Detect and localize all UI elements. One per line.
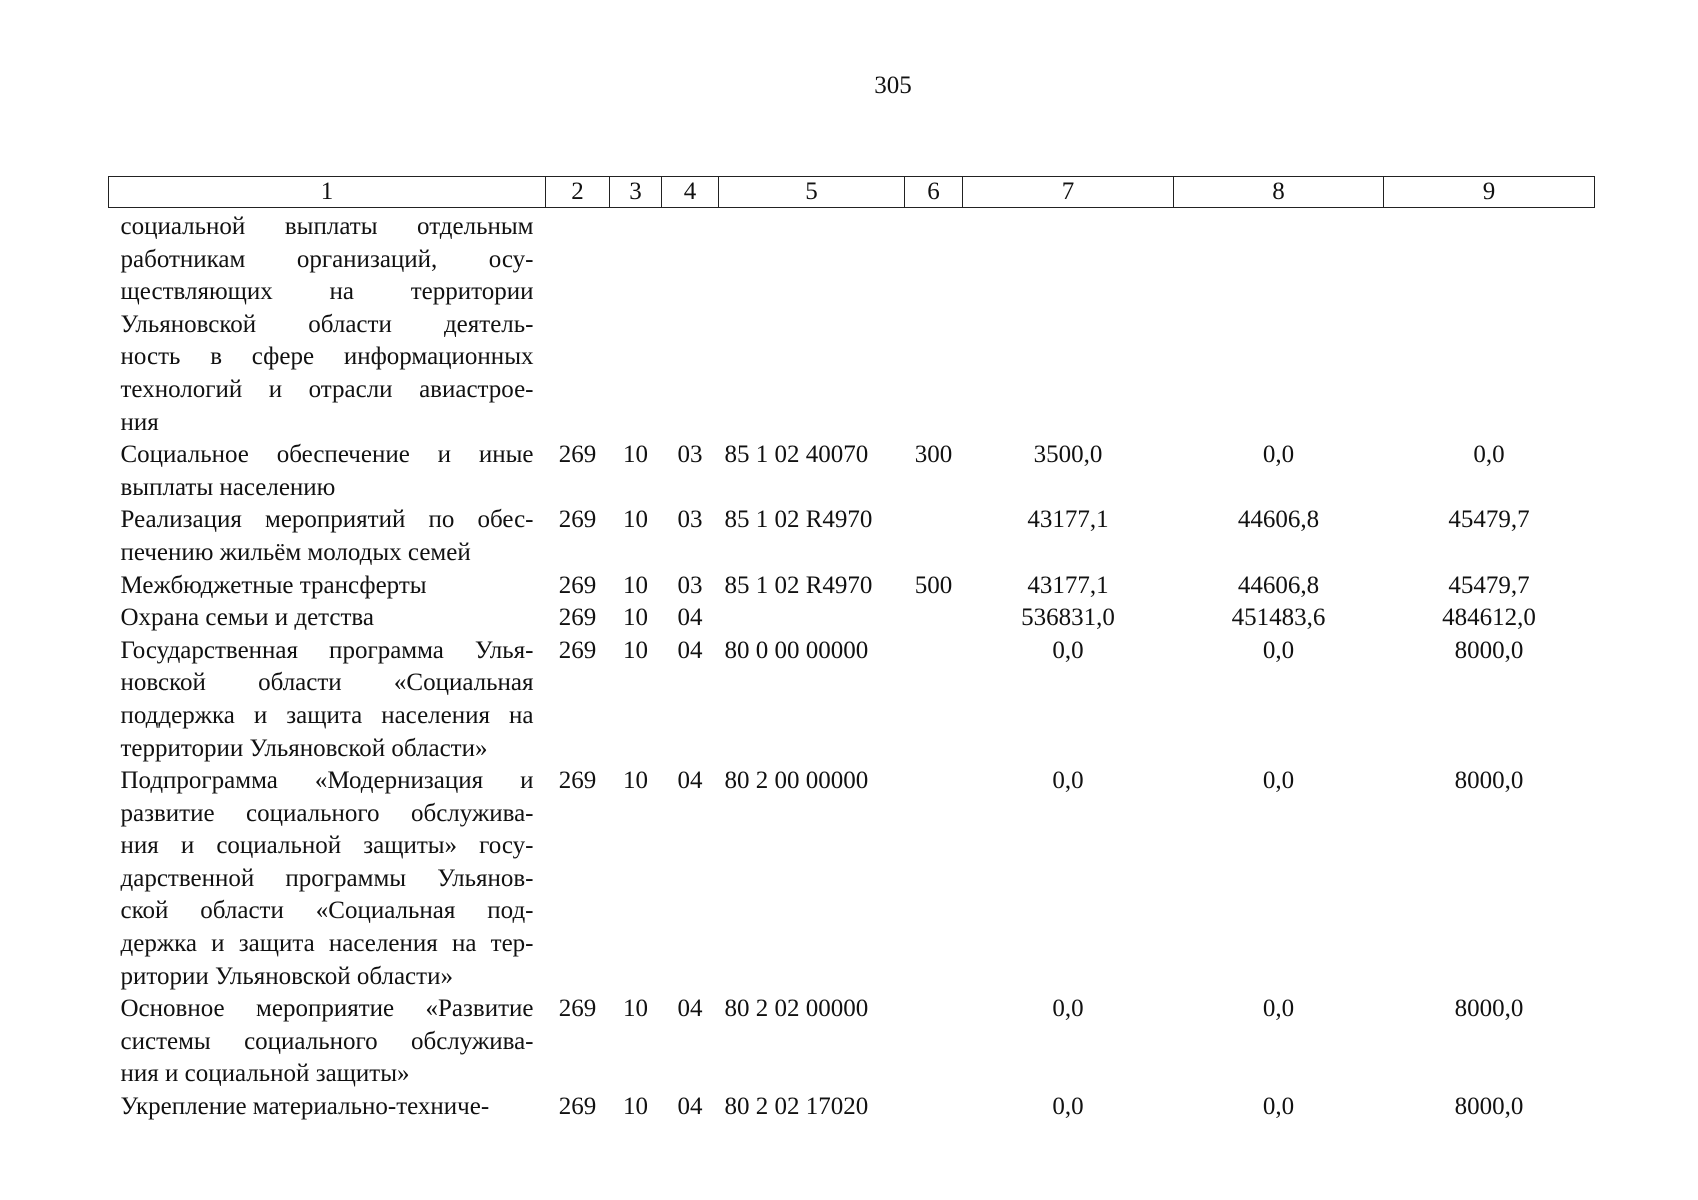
table-row: [109, 570, 1595, 603]
cell-item-name: [109, 1091, 546, 1124]
cell-target-article: 85 1 02 R4970: [724, 571, 873, 599]
table-row: [109, 504, 1595, 569]
cell-amount-year-2: 0,0: [1262, 767, 1295, 795]
item-name-line: ния и социальной защиты» госу-: [120, 832, 534, 860]
cell-section: 10: [623, 441, 648, 469]
cell-amount-year-3: 8000,0: [1454, 636, 1524, 664]
cell-expense-type: 500: [914, 571, 953, 599]
table-row: [109, 635, 1595, 765]
cell-amount-year-1: 536831,0: [1021, 604, 1115, 632]
cell-grbs: 269: [558, 604, 597, 632]
column-header-name: 1: [109, 177, 546, 208]
item-name-line: Государственная программа Улья-: [120, 636, 534, 664]
cell-amount-year-3: 0,0: [1473, 441, 1505, 469]
cell-expense-type: [905, 1091, 963, 1124]
cell-expense-type: [905, 504, 963, 569]
cell-amount-year-2: 0,0: [1262, 1093, 1295, 1121]
cell-target-article: 85 1 02 R4970: [724, 506, 873, 534]
cell-subsection: 04: [677, 767, 703, 795]
cell-subsection: 03: [677, 441, 703, 469]
item-name-line: работникам организаций, осу-: [120, 245, 534, 273]
cell-amount-year-2: 0,0: [1262, 441, 1295, 469]
item-name-line: ритории Ульяновской области»: [120, 962, 453, 990]
cell-amount-year-3: [1384, 208, 1595, 440]
cell-amount-year-1: 43177,1: [1027, 506, 1109, 534]
item-name-line: развитие социального обслужива-: [120, 799, 534, 827]
cell-section: 10: [623, 995, 648, 1023]
item-name-line: держка и защита населения на тер-: [120, 930, 534, 958]
cell-expense-type: [905, 993, 963, 1091]
item-name-line: Подпрограмма «Модернизация и: [120, 767, 534, 795]
item-name-line: Межбюджетные трансферты: [120, 571, 427, 599]
column-header-grbs: 2: [546, 177, 610, 208]
cell-amount-year-1: 0,0: [1052, 995, 1084, 1023]
cell-subsection: 04: [677, 995, 703, 1023]
cell-amount-year-1: 43177,1: [1027, 571, 1109, 599]
cell-amount-year-1: 0,0: [1052, 1093, 1084, 1121]
item-name-line: системы социального обслужива-: [120, 1027, 534, 1055]
item-name-line: новской области «Социальная: [120, 669, 534, 697]
cell-grbs: 269: [558, 441, 597, 469]
column-header-year-2: 8: [1174, 177, 1384, 208]
cell-expense-type: [905, 208, 963, 440]
cell-amount-year-2: 44606,8: [1237, 506, 1320, 534]
cell-item-name: [109, 570, 546, 603]
cell-target-article: 80 2 02 17020: [724, 1093, 869, 1121]
cell-amount-year-2: 451483,6: [1231, 604, 1326, 632]
cell-section: 10: [623, 571, 648, 599]
budget-table: [108, 176, 1595, 1124]
cell-grbs: 269: [558, 571, 597, 599]
item-name-line: Укрепление материально-техниче-: [120, 1093, 490, 1121]
cell-amount-year-3: 8000,0: [1454, 767, 1524, 795]
cell-amount-year-3: 8000,0: [1454, 1093, 1524, 1121]
cell-item-name: [109, 504, 546, 569]
cell-subsection: [662, 208, 719, 440]
header-row: [109, 177, 1595, 208]
cell-grbs: [546, 208, 610, 440]
page-number: 305: [874, 72, 912, 99]
table-row: [109, 765, 1595, 993]
item-name-line: ской области «Социальная под-: [120, 897, 534, 925]
cell-target-article: [719, 208, 905, 440]
table-row: [109, 1091, 1595, 1124]
cell-section: 10: [623, 604, 648, 632]
item-name-line: дарственной программы Ульянов-: [120, 864, 534, 892]
cell-amount-year-1: [963, 208, 1174, 440]
item-name-line: выплаты населению: [120, 473, 336, 501]
cell-expense-type: [905, 765, 963, 993]
cell-amount-year-3: 45479,7: [1448, 571, 1530, 599]
table-row: [109, 439, 1595, 504]
cell-subsection: 04: [677, 1093, 703, 1121]
cell-amount-year-2: 0,0: [1262, 995, 1295, 1023]
item-name-line: Охрана семьи и детства: [120, 604, 374, 632]
item-name-line: Социальное обеспечение и иные: [120, 441, 534, 469]
cell-section: 10: [623, 1093, 648, 1121]
cell-grbs: 269: [558, 767, 597, 795]
cell-section: 10: [623, 506, 648, 534]
column-header-year-3: 9: [1384, 177, 1595, 208]
cell-target-article: [719, 602, 905, 635]
cell-amount-year-1: 0,0: [1052, 636, 1084, 664]
cell-section: [610, 208, 662, 440]
table-body: [109, 208, 1595, 1124]
cell-target-article: 85 1 02 40070: [724, 441, 869, 469]
cell-amount-year-1: 0,0: [1052, 767, 1084, 795]
table-row: [109, 993, 1595, 1091]
cell-amount-year-2: 44606,8: [1237, 571, 1320, 599]
item-name-line: Реализация мероприятий по обес-: [120, 506, 534, 534]
cell-section: 10: [623, 767, 648, 795]
cell-grbs: 269: [558, 995, 597, 1023]
cell-amount-year-3: 8000,0: [1454, 995, 1524, 1023]
column-header-section: 3: [610, 177, 662, 208]
cell-expense-type: [905, 635, 963, 765]
column-header-expense-type: 6: [905, 177, 963, 208]
item-name-line: Основное мероприятие «Развитие: [120, 995, 534, 1023]
cell-amount-year-3: 45479,7: [1448, 506, 1530, 534]
cell-expense-type: [905, 602, 963, 635]
item-name-line: ность в сфере информационных: [120, 343, 534, 371]
item-name-line: социальной выплаты отдельным: [120, 213, 534, 240]
cell-target-article: 80 2 00 00000: [724, 767, 869, 795]
item-name-line: территории Ульяновской области»: [120, 734, 488, 762]
table-header: [109, 177, 1595, 208]
cell-grbs: 269: [558, 1093, 597, 1121]
table-row: [109, 602, 1595, 635]
cell-grbs: 269: [558, 636, 597, 664]
cell-item-name: [109, 208, 546, 440]
item-name-line: технологий и отрасли авиастрое-: [120, 375, 534, 403]
cell-subsection: 04: [677, 636, 703, 664]
cell-expense-type: 300: [914, 441, 953, 469]
cell-subsection: 03: [677, 571, 703, 599]
column-header-year-1: 7: [963, 177, 1174, 208]
item-name-line: ния и социальной защиты»: [120, 1060, 410, 1088]
cell-item-name: [109, 635, 546, 765]
item-name-line: ществляющих на территории: [120, 278, 534, 306]
cell-amount-year-2: [1174, 208, 1384, 440]
item-name-line: поддержка и защита населения на: [120, 701, 534, 729]
cell-amount-year-1: 3500,0: [1033, 441, 1103, 469]
cell-subsection: 03: [677, 506, 703, 534]
column-header-subsection: 4: [662, 177, 719, 208]
cell-item-name: [109, 602, 546, 635]
cell-target-article: 80 0 00 00000: [724, 636, 869, 664]
cell-grbs: 269: [558, 506, 597, 534]
cell-item-name: [109, 765, 546, 993]
cell-amount-year-3: 484612,0: [1442, 604, 1536, 632]
cell-section: 10: [623, 636, 648, 664]
column-header-target-article: 5: [719, 177, 905, 208]
cell-subsection: 04: [677, 604, 703, 632]
item-name-line: Ульяновской области деятель-: [120, 310, 534, 338]
table-row: [109, 208, 1595, 440]
item-name-line: ния: [120, 408, 159, 436]
cell-amount-year-2: 0,0: [1262, 636, 1295, 664]
cell-target-article: 80 2 02 00000: [724, 995, 869, 1023]
cell-item-name: [109, 993, 546, 1091]
cell-item-name: [109, 439, 546, 504]
item-name-line: печению жильём молодых семей: [120, 538, 471, 566]
